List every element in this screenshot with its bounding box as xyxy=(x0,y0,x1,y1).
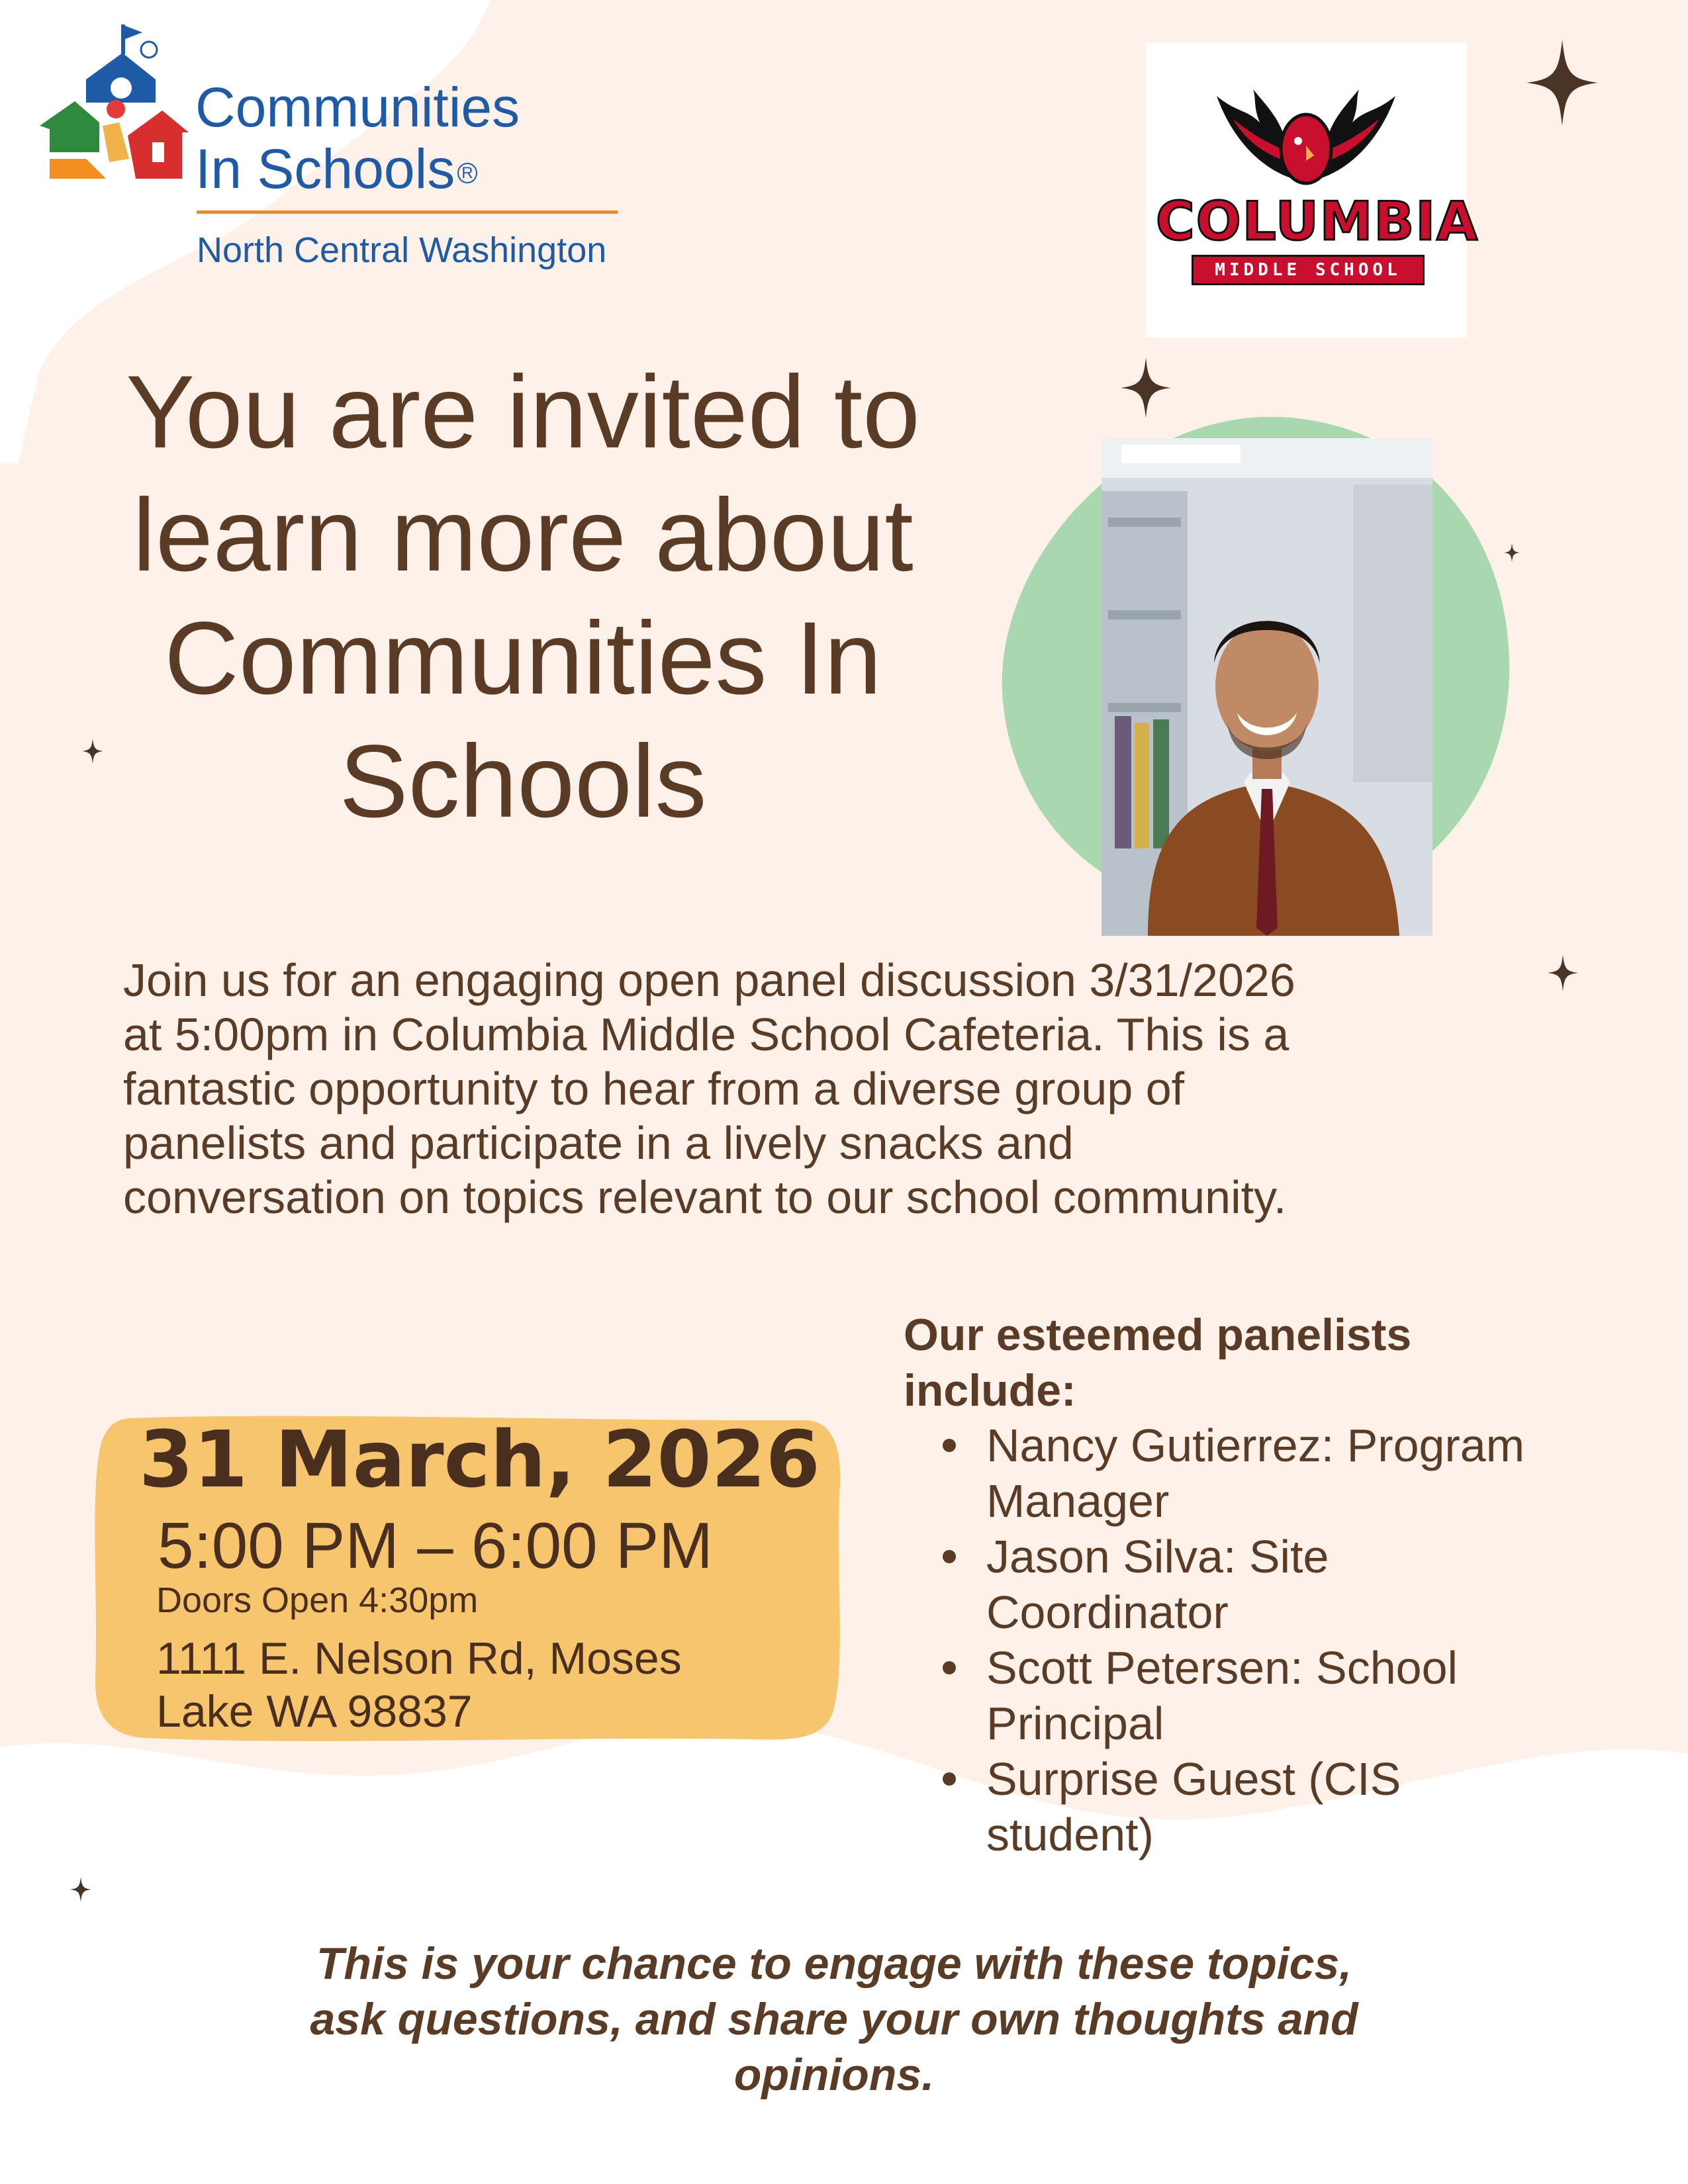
event-time: 5:00 PM – 6:00 PM xyxy=(158,1509,713,1582)
panelist-line: Manager xyxy=(986,1475,1170,1527)
closing-line: This is your chance to engage with these topics, xyxy=(316,1938,1352,1989)
headline-line: Communities In xyxy=(164,601,882,716)
headline xyxy=(40,351,1006,843)
sparkle-icon xyxy=(1526,40,1599,126)
cis-divider xyxy=(197,210,618,214)
panelist-line: Surprise Guest (CIS xyxy=(986,1753,1401,1805)
cis-name-line2-text: In Schools xyxy=(195,138,455,200)
panelist-line: Scott Petersen: School xyxy=(986,1642,1458,1694)
sparkle-icon xyxy=(1548,954,1578,991)
panelist-line: Jason Silva: Site xyxy=(986,1531,1329,1582)
sparkle-icon xyxy=(1121,357,1171,418)
panelists-heading xyxy=(904,1307,1499,1418)
panelist-photo xyxy=(1102,438,1432,936)
panelists-heading-line: Our esteemed panelists xyxy=(904,1310,1412,1360)
columbia-subtitle: MIDDLE SCHOOL xyxy=(1192,255,1425,285)
panelist-line: Coordinator xyxy=(986,1586,1229,1638)
event-address xyxy=(156,1632,752,1738)
intro-paragraph xyxy=(123,953,1474,1224)
headline-line: You are invited to xyxy=(126,355,920,470)
closing-statement xyxy=(225,1936,1443,2103)
cis-name-line1: Communities xyxy=(195,76,520,138)
panelists-heading-line: include: xyxy=(904,1365,1076,1416)
intro-line: conversation on topics relevant to our school community. xyxy=(123,1171,1287,1223)
cis-region: North Central Washington xyxy=(197,230,607,270)
bullet-icon xyxy=(943,1439,956,1452)
intro-line: panelists and participate in a lively snacks and xyxy=(123,1117,1074,1169)
school-house-icon xyxy=(36,23,189,195)
columbia-name: COLUMBIA xyxy=(1156,191,1479,252)
list-item xyxy=(927,1751,1589,1862)
list-item xyxy=(927,1640,1589,1751)
hawk-mascot-icon xyxy=(1207,83,1405,195)
panelists-list xyxy=(927,1418,1589,1862)
headline-line: learn more about xyxy=(132,478,914,593)
bullet-icon xyxy=(943,1550,956,1563)
doors-open-time: Doors Open 4:30pm xyxy=(156,1580,479,1620)
headline-line: Schools xyxy=(339,724,707,839)
intro-line: Join us for an engaging open panel discussion 3/31/2026 xyxy=(123,954,1295,1006)
address-line: Lake WA 98837 xyxy=(156,1686,473,1737)
closing-line: opinions. xyxy=(733,2050,935,2100)
cis-name-line2 xyxy=(195,138,477,201)
sparkle-icon xyxy=(70,1876,91,1903)
closing-line: ask questions, and share your own thoughts and xyxy=(310,1994,1358,2044)
panelist-line: student) xyxy=(986,1809,1154,1860)
event-date: 31 March, 2026 xyxy=(139,1414,820,1505)
panelist-line: Principal xyxy=(986,1698,1164,1749)
bullet-icon xyxy=(943,1661,956,1674)
intro-line: at 5:00pm in Columbia Middle School Cafeteria. This is a xyxy=(123,1009,1289,1060)
columbia-logo xyxy=(1145,43,1479,338)
list-item xyxy=(927,1529,1589,1640)
registered-mark: R xyxy=(457,163,477,183)
list-item xyxy=(927,1418,1589,1529)
intro-line: fantastic opportunity to hear from a diverse group of xyxy=(123,1063,1185,1115)
person-portrait-image xyxy=(1102,438,1432,936)
bullet-icon xyxy=(943,1772,956,1786)
panelist-line: Nancy Gutierrez: Program xyxy=(986,1420,1525,1471)
address-line: 1111 E. Nelson Rd, Moses xyxy=(156,1633,682,1684)
